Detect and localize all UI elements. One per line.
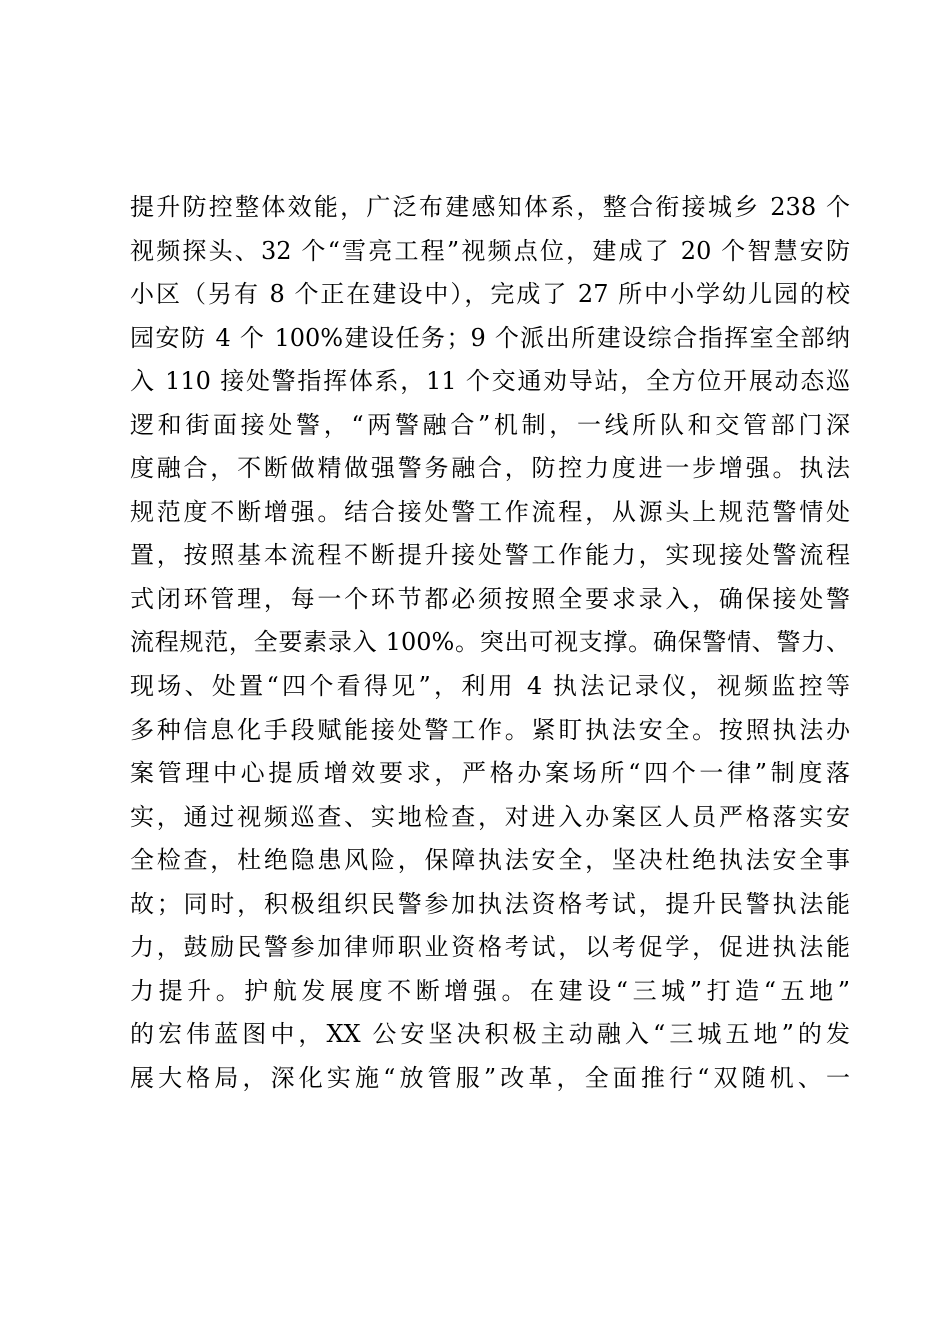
text-line: 实，通过视频巡查、实地检查，对进入办案区人员严格落实安 [130,802,850,831]
text-line: 逻和街面接处警，“两警融合”机制，一线所队和交管部门深 [130,410,850,439]
text-line: 入 110 接处警指挥体系，11 个交通劝导站，全方位开展动态巡 [130,367,850,396]
text-line: 度融合，不断做精做强警务融合，防控力度进一步增强。执法 [130,454,850,483]
text-line: 流程规范，全要素录入 100%。突出可视支撑。确保警情、警力、 [130,628,850,657]
text-line: 现场、处置“四个看得见”，利用 4 执法记录仪，视频监控等 [130,672,850,701]
text-line: 提升防控整体效能，广泛布建感知体系，整合衔接城乡 238 个 [130,193,850,221]
text-line: 的宏伟蓝图中，XX 公安坚决积极主动融入“三城五地”的发 [130,1020,850,1049]
text-line: 式闭环管理，每一个环节都必须按照全要求录入，确保接处警 [130,584,850,613]
text-line: 全检查，杜绝隐患风险，保障执法安全，坚决杜绝执法安全事 [130,846,850,875]
text-line: 多种信息化手段赋能接处警工作。紧盯执法安全。按照执法办 [130,715,850,744]
text-line: 视频探头、32 个“雪亮工程”视频点位，建成了 20 个智慧安防 [130,236,850,265]
text-line: 规范度不断增强。结合接处警工作流程，从源头上规范警情处 [130,497,850,526]
text-line: 故；同时，积极组织民警参加执法资格考试，提升民警执法能 [130,889,850,918]
body-paragraph [130,186,850,1100]
text-line: 置，按照基本流程不断提升接处警工作能力，实现接处警流程 [130,541,850,570]
text-line: 园安防 4 个 100%建设任务；9 个派出所建设综合指挥室全部纳 [130,323,850,352]
text-line: 小区（另有 8 个正在建设中），完成了 27 所中小学幼儿园的校 [130,280,850,309]
text-line: 力提升。护航发展度不断增强。在建设“三城”打造“五地” [130,976,850,1005]
text-line: 力，鼓励民警参加律师职业资格考试，以考促学，促进执法能 [130,933,850,962]
text-line: 展大格局，深化实施“放管服”改革，全面推行“双随机、一 [130,1063,850,1092]
text-line: 案管理中心提质增效要求，严格办案场所“四个一律”制度落 [130,759,850,788]
